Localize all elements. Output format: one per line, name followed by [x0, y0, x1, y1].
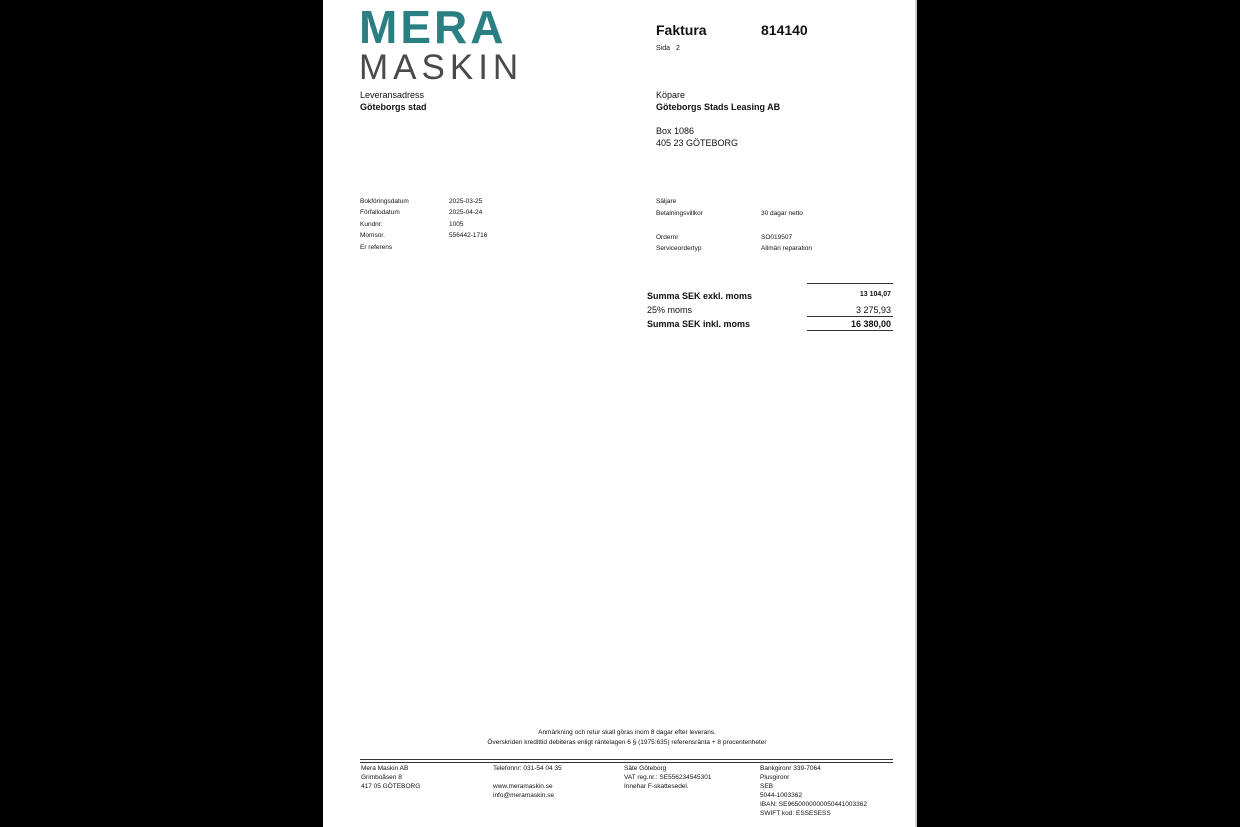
footer-ftax: Innehar F-skattesedel.	[624, 783, 689, 790]
buyer-label: Köpare	[656, 90, 686, 100]
right-info-value-2: SO019507	[761, 234, 793, 241]
footer-account: 5044-1003362	[760, 792, 802, 799]
footer-website[interactable]: www.meramaskin.se	[493, 783, 553, 790]
note-line1: Anmärkning och retur skall göras inom 8 dagar efter leverans.	[538, 729, 716, 736]
right-info-label-3: Serviceordertyp	[656, 245, 702, 252]
page-number: 2	[675, 45, 680, 52]
logo-mera: MERA	[359, 1, 507, 53]
vat-value: 3 275,93	[855, 305, 891, 315]
right-info-value-1: 30 dagar netto	[761, 210, 803, 217]
left-info-label-1: Förfallodatum	[360, 209, 400, 216]
left-info-label-2: Kundnr.	[360, 221, 383, 228]
page-edge	[915, 0, 917, 827]
buyer-name: Göteborgs Stads Leasing AB	[656, 102, 781, 112]
footer-rule-1	[360, 759, 893, 760]
right-info-label-2: Ordernr	[656, 234, 679, 241]
footer-vat: VAT reg.nr.: SE556234545301	[624, 774, 712, 781]
left-info-value-3: 556442-1716	[449, 232, 488, 239]
footer-seat: Säte Göteborg	[624, 765, 667, 772]
totals-bottom-rule	[807, 330, 893, 331]
footer-plusgiro: Plusgironr	[760, 774, 790, 781]
page-label: Sida	[656, 45, 671, 52]
invoice-title: Faktura	[656, 22, 707, 38]
left-info-label-3: Momsnr.	[360, 232, 385, 239]
buyer-address1: Box 1086	[656, 126, 695, 136]
left-info-label-4: Er referens	[360, 244, 393, 251]
footer-phone: Telefonnr: 031-54 04 35	[493, 765, 562, 772]
left-info-value-2: 1005	[449, 221, 464, 228]
footer-bank: SEB	[760, 783, 774, 790]
left-info-value-0: 2025-03-25	[449, 198, 483, 205]
page-indicator	[656, 45, 680, 52]
right-info-label-0: Säljare	[656, 198, 677, 205]
footer-swift: SWIFT kod: ESSESESS	[760, 810, 831, 817]
footer-bankgiro: Bankgironr 339-7064	[760, 765, 821, 772]
total-excl-label: Summa SEK exkl. moms	[647, 291, 753, 301]
note-line2: Överskriden kredittid debiteras enligt räntelagen 6 § (1975:635) referensränta + 8 procentenheter	[487, 739, 767, 746]
buyer-address2: 405 23 GÖTEBORG	[656, 138, 739, 148]
total-incl-value: 16 380,00	[850, 319, 891, 329]
logo-maskin: MASKIN	[359, 48, 524, 87]
left-info-label-0: Bokföringsdatum	[360, 198, 409, 205]
delivery-name: Göteborgs stad	[360, 102, 427, 112]
vat-label: 25% moms	[647, 305, 693, 315]
right-info-label-1: Betalningsvillkor	[656, 210, 703, 217]
invoice-number: 814140	[761, 22, 808, 38]
footer-email[interactable]: info@meramaskin.se	[493, 792, 555, 799]
footer-street: Grimboåsen 8	[361, 774, 402, 781]
footer-rule-2	[360, 762, 893, 763]
footer-iban: IBAN: SE9650000000050441003362	[760, 801, 867, 808]
footer-company: Mera Maskin AB	[361, 765, 409, 772]
left-info-value-1: 2025-04-24	[449, 209, 483, 216]
invoice-page	[323, 0, 915, 827]
totals-top-rule	[807, 283, 893, 284]
total-excl-value: 13 104,07	[859, 291, 891, 298]
total-incl-label: Summa SEK inkl. moms	[647, 319, 751, 329]
footer-city: 417 05 GÖTEBORG	[361, 783, 421, 790]
right-info-value-3: Allmän reparation	[761, 245, 812, 252]
totals-mid-rule	[807, 316, 893, 317]
delivery-label: Leveransadress	[360, 90, 425, 100]
